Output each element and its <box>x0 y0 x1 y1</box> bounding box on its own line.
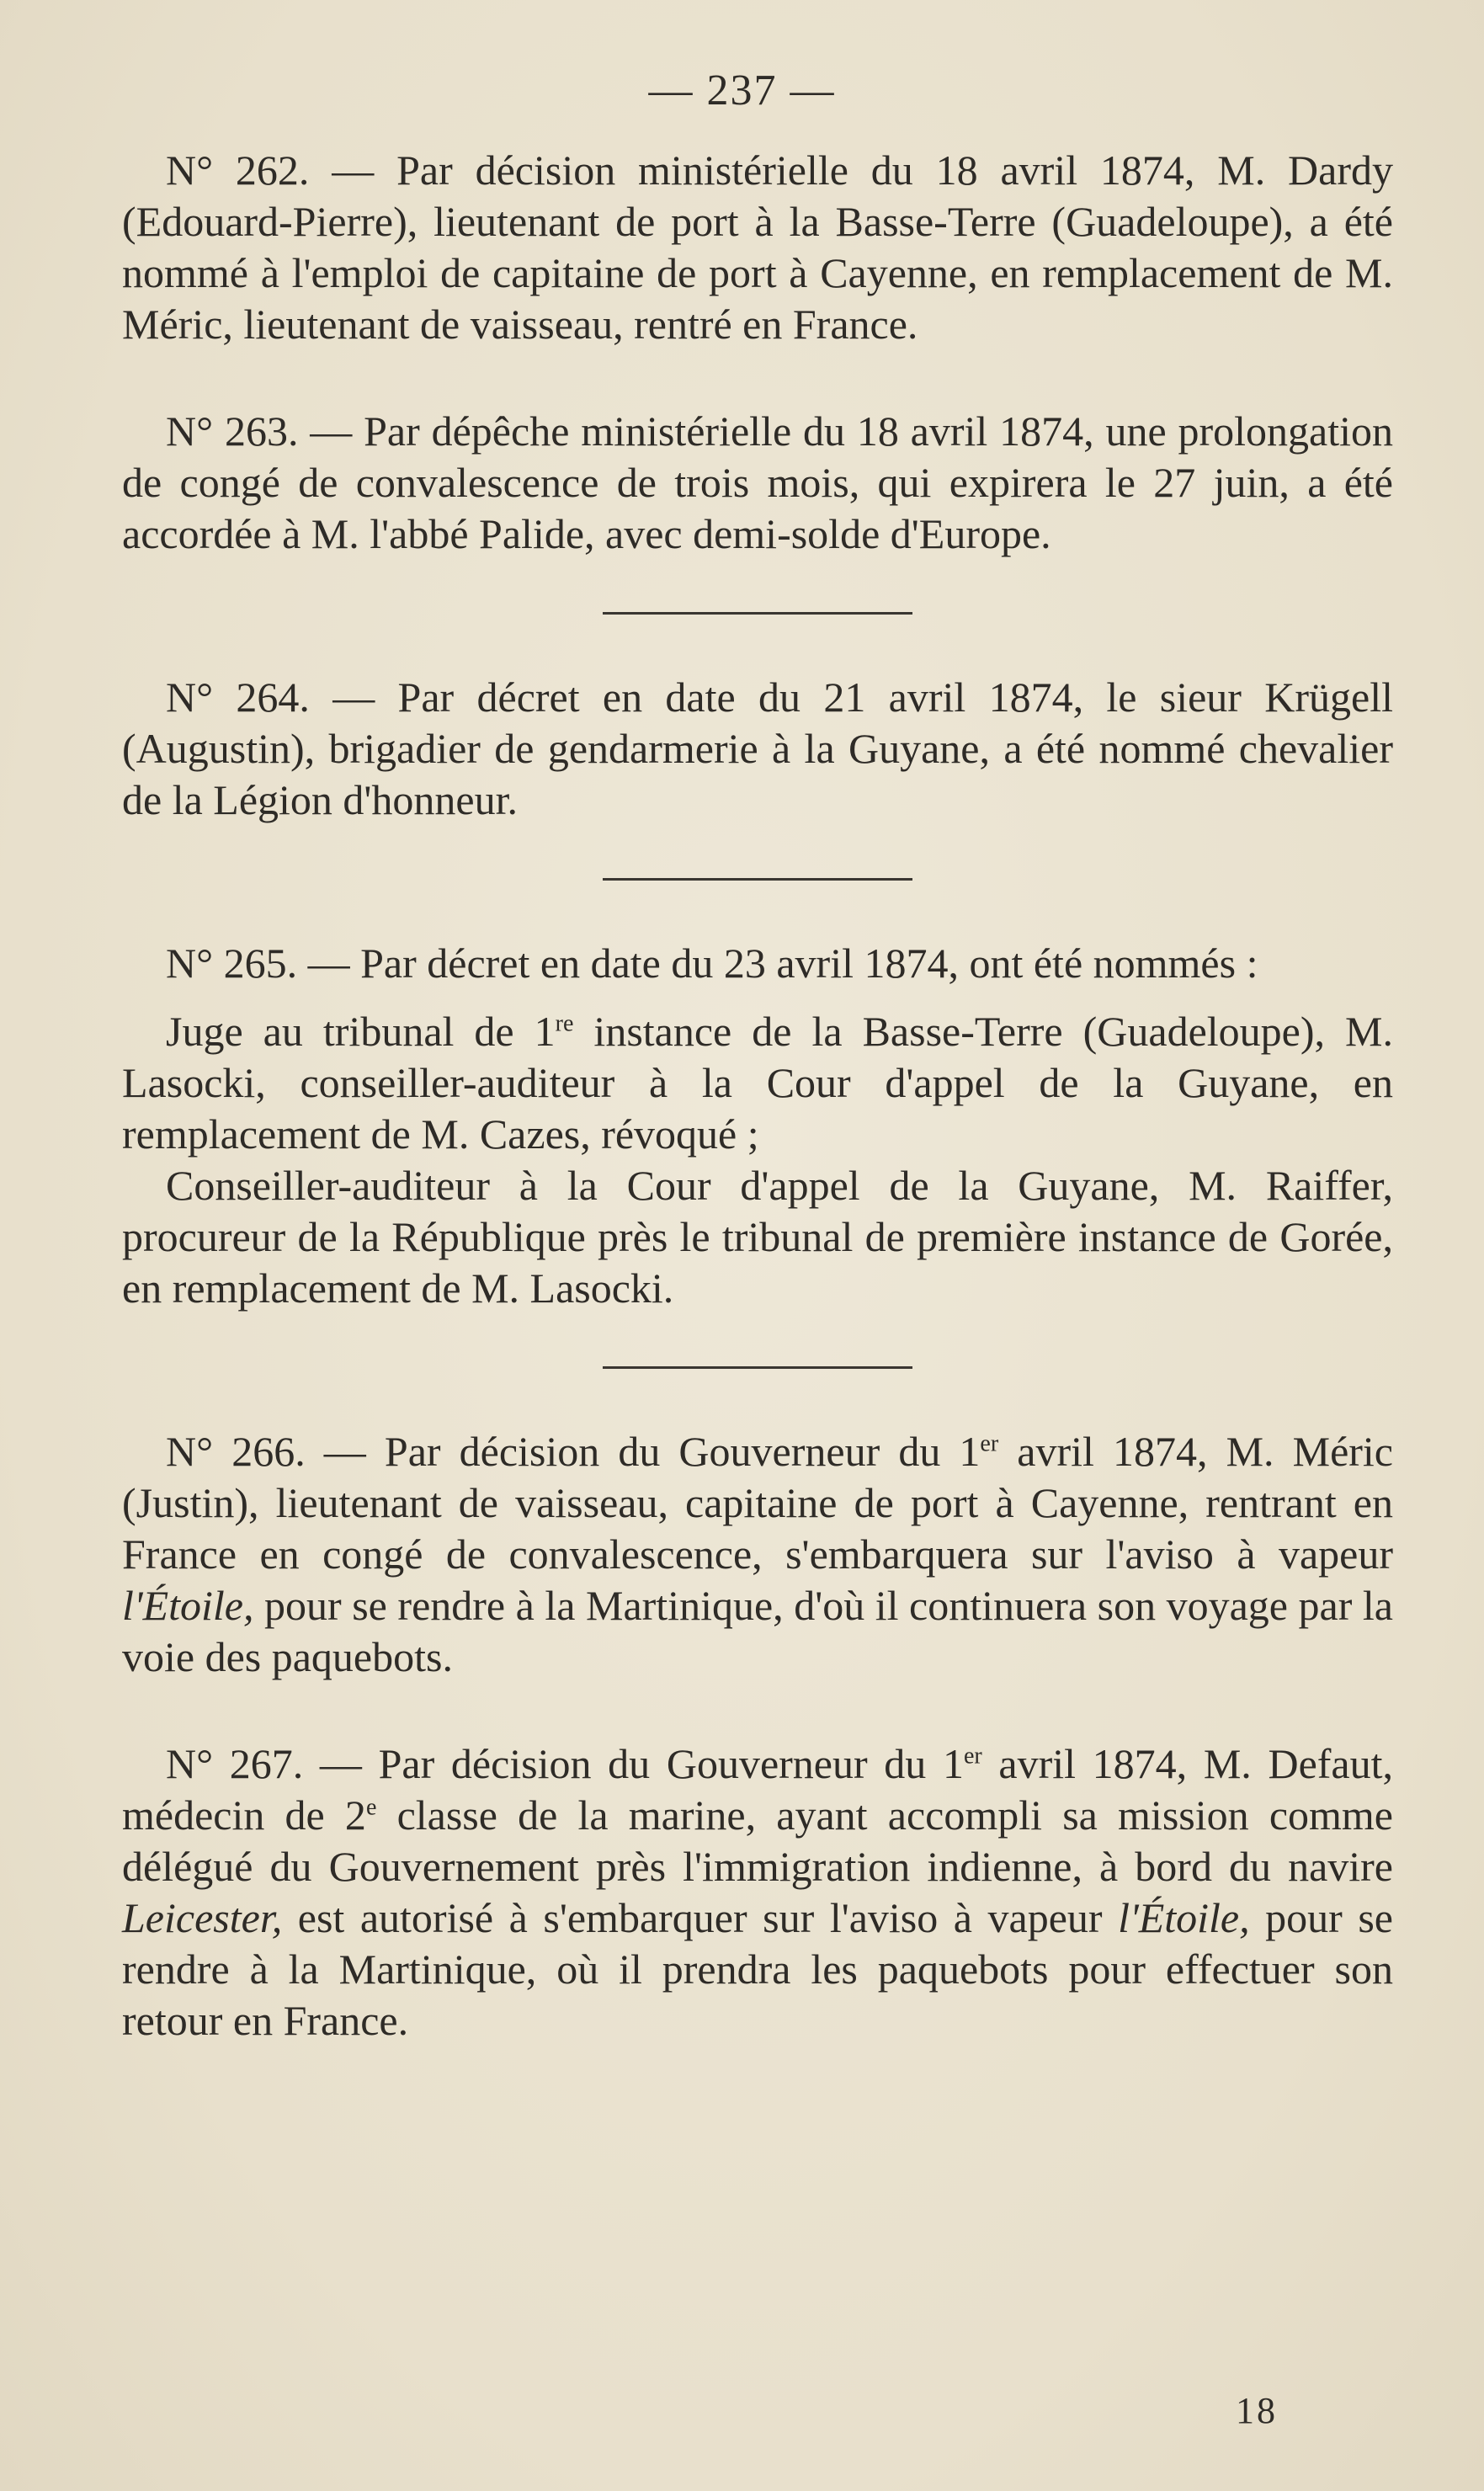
entry-265-appointment-judge: Juge au tribunal de 1re instance de la Basse-Terre (Guadeloupe), M. Lasocki, conseiller-auditeur à la Cour d'appel de la Guyane, en remplacement de M. Cazes, révoqué ; <box>122 1008 1393 1158</box>
entry-262-number: N° 262. <box>166 146 310 194</box>
entry-264-text: — Par décret en date du 21 avril 1874, le sieur Krügell (Augustin), brigadier de gendarmerie à la Guyane, a été nommé chevalier de la Légion d'honneur. <box>122 673 1394 823</box>
entry-264-number: N° 264. <box>166 673 310 721</box>
page-number: — 237 — <box>648 67 836 114</box>
entry-265-number: N° 265. <box>166 939 298 987</box>
entry-267: N° 267. — Par décision du Gouverneur du 1er avril 1874, M. Defaut, médecin de 2e classe de la marine, ayant accompli sa mission comme délégué du Gouvernement près l'immigration indienne, à bord du navire Leicester, est autorisé à s'embarquer sur l'aviso à vapeur l'Étoile, pour se rendre à la Martinique, où il prendra les paquebots pour effectuer son retour en France. <box>122 1740 1393 2044</box>
ship-name: Leicester, <box>122 1894 283 1941</box>
ship-name: l'Étoile, <box>122 1582 254 1629</box>
entry-263 <box>122 406 1393 560</box>
entry-267-number: N° 267. <box>166 1740 304 1787</box>
entry-263-number: N° 263. <box>166 407 299 455</box>
entry-265-appointment-counsel: Conseiller-auditeur à la Cour d'appel de la Guyane, M. Raiffer, procureur de la République près le tribunal de première instance de Gorée, en remplacement de M. Lasocki. <box>122 1162 1393 1312</box>
entry-265-text: — Par décret en date du 23 avril 1874, ont été nommés : <box>297 939 1258 987</box>
entry-266: N° 266. — Par décision du Gouverneur du 1er avril 1874, M. Méric (Justin), lieutenant de vaisseau, capitaine de port à Cayenne, rentrant en France en congé de convalescence, s'embarquera sur l'aviso à vapeur l'Étoile, pour se rendre à la Martinique, d'où il continuera son voyage par la voie des paquebots. <box>122 1428 1393 1680</box>
ship-name: l'Étoile, <box>1118 1894 1250 1941</box>
entry-263-text: — Par dépêche ministérielle du 18 avril 1874, une prolongation de congé de convalescence de trois mois, qui expirera le 27 juin, a été accordée à M. l'abbé Palide, avec demi-solde d'Europe. <box>122 407 1394 557</box>
text-column <box>122 145 1393 2047</box>
entry-262-text: — Par décision ministérielle du 18 avril 1874, M. Dardy (Edouard-Pierre), lieutenant de port à la Basse-Terre (Guadeloupe), a été nommé à l'emploi de capitaine de port à Cayenne, en remplacement de M. Méric, lieutenant de vaisseau, rentré en France. <box>122 146 1393 348</box>
entry-262 <box>122 145 1393 350</box>
entry-264 <box>122 672 1393 826</box>
entry-266-number: N° 266. <box>166 1428 306 1475</box>
entry-265 <box>122 938 1393 989</box>
printer-signature-mark: 18 <box>1236 2390 1278 2431</box>
